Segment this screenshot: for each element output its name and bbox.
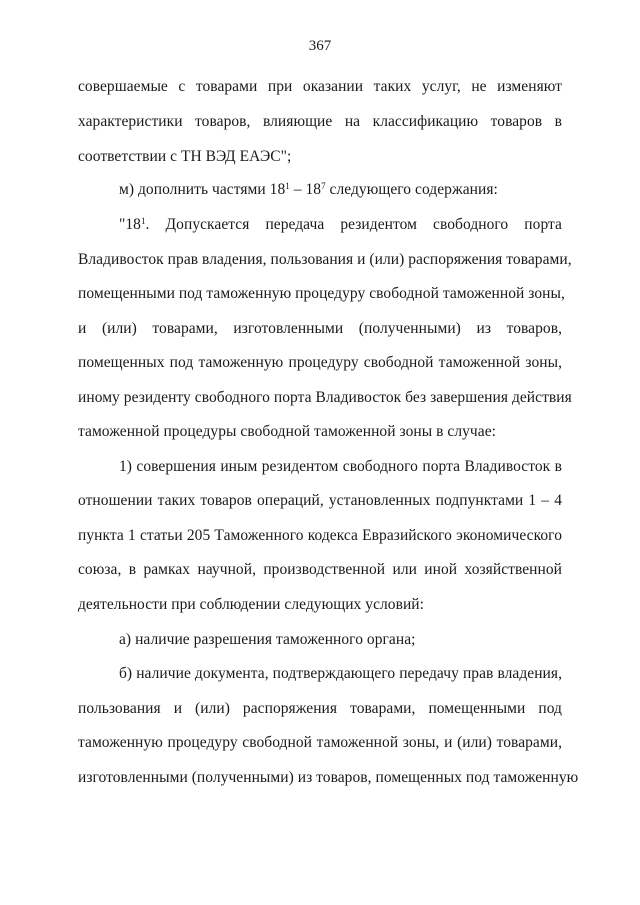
text-line-part-18-1 — [119, 215, 562, 235]
text-line: характеристики товаров, влияющие на классификацию товаров в — [78, 113, 562, 130]
superscript: 7 — [321, 181, 326, 191]
text-line: 1) совершения иным резидентом свободного порта Владивосток в — [119, 458, 562, 475]
text-line: иному резиденту свободного порта Владивосток без завершения действия — [78, 389, 572, 406]
text-line: отношении таких товаров операций, установленных подпунктами 1 – 4 — [78, 492, 562, 509]
text-line: а) наличие разрешения таможенного органа; — [119, 631, 416, 648]
text-line: таможенной процедуры свободной таможенной зоны в случае: — [78, 423, 496, 440]
text-fragment: – 18 — [289, 181, 322, 198]
text-line: союза, в рамках научной, производственной или иной хозяйственной — [78, 561, 562, 578]
text-line: таможенную процедуру свободной таможенной зоны, и (или) товарами, — [78, 734, 562, 751]
text-line: деятельности при соблюдении следующих условий: — [78, 596, 424, 613]
text-line: и (или) товарами, изготовленными (полученными) из товаров, — [78, 320, 562, 337]
text-line: помещенных под таможенную процедуру свободной таможенной зоны, — [78, 354, 562, 371]
text-line: пункта 1 статьи 205 Таможенного кодекса Евразийского экономического — [78, 527, 562, 544]
text-fragment: следующего содержания: — [325, 181, 498, 198]
text-line: соответствии с ТН ВЭД ЕАЭС"; — [78, 148, 292, 165]
text-line: помещенными под таможенную процедуру свободной таможенной зоны, — [78, 285, 565, 302]
text-line: б) наличие документа, подтверждающего передачу прав владения, — [119, 665, 562, 682]
text-line: совершаемые с товарами при оказании таких услуг, не изменяют — [78, 78, 562, 95]
text-line-parts-list — [119, 180, 562, 200]
text-fragment: . Допускается передача резидентом свободного порта — [145, 216, 562, 233]
page-number: 367 — [308, 38, 332, 54]
superscript: 1 — [140, 216, 146, 226]
text-line: изготовленными (полученными) из товаров, помещенных под таможенную — [78, 769, 579, 786]
text-fragment: м) дополнить частями 18 — [119, 181, 286, 198]
superscript: 1 — [285, 181, 290, 191]
text-line: пользования и (или) распоряжения товарами, помещенными под — [78, 700, 562, 717]
text-fragment: "18 — [119, 216, 141, 233]
text-line: Владивосток прав владения, пользования и (или) распоряжения товарами, — [78, 251, 572, 268]
